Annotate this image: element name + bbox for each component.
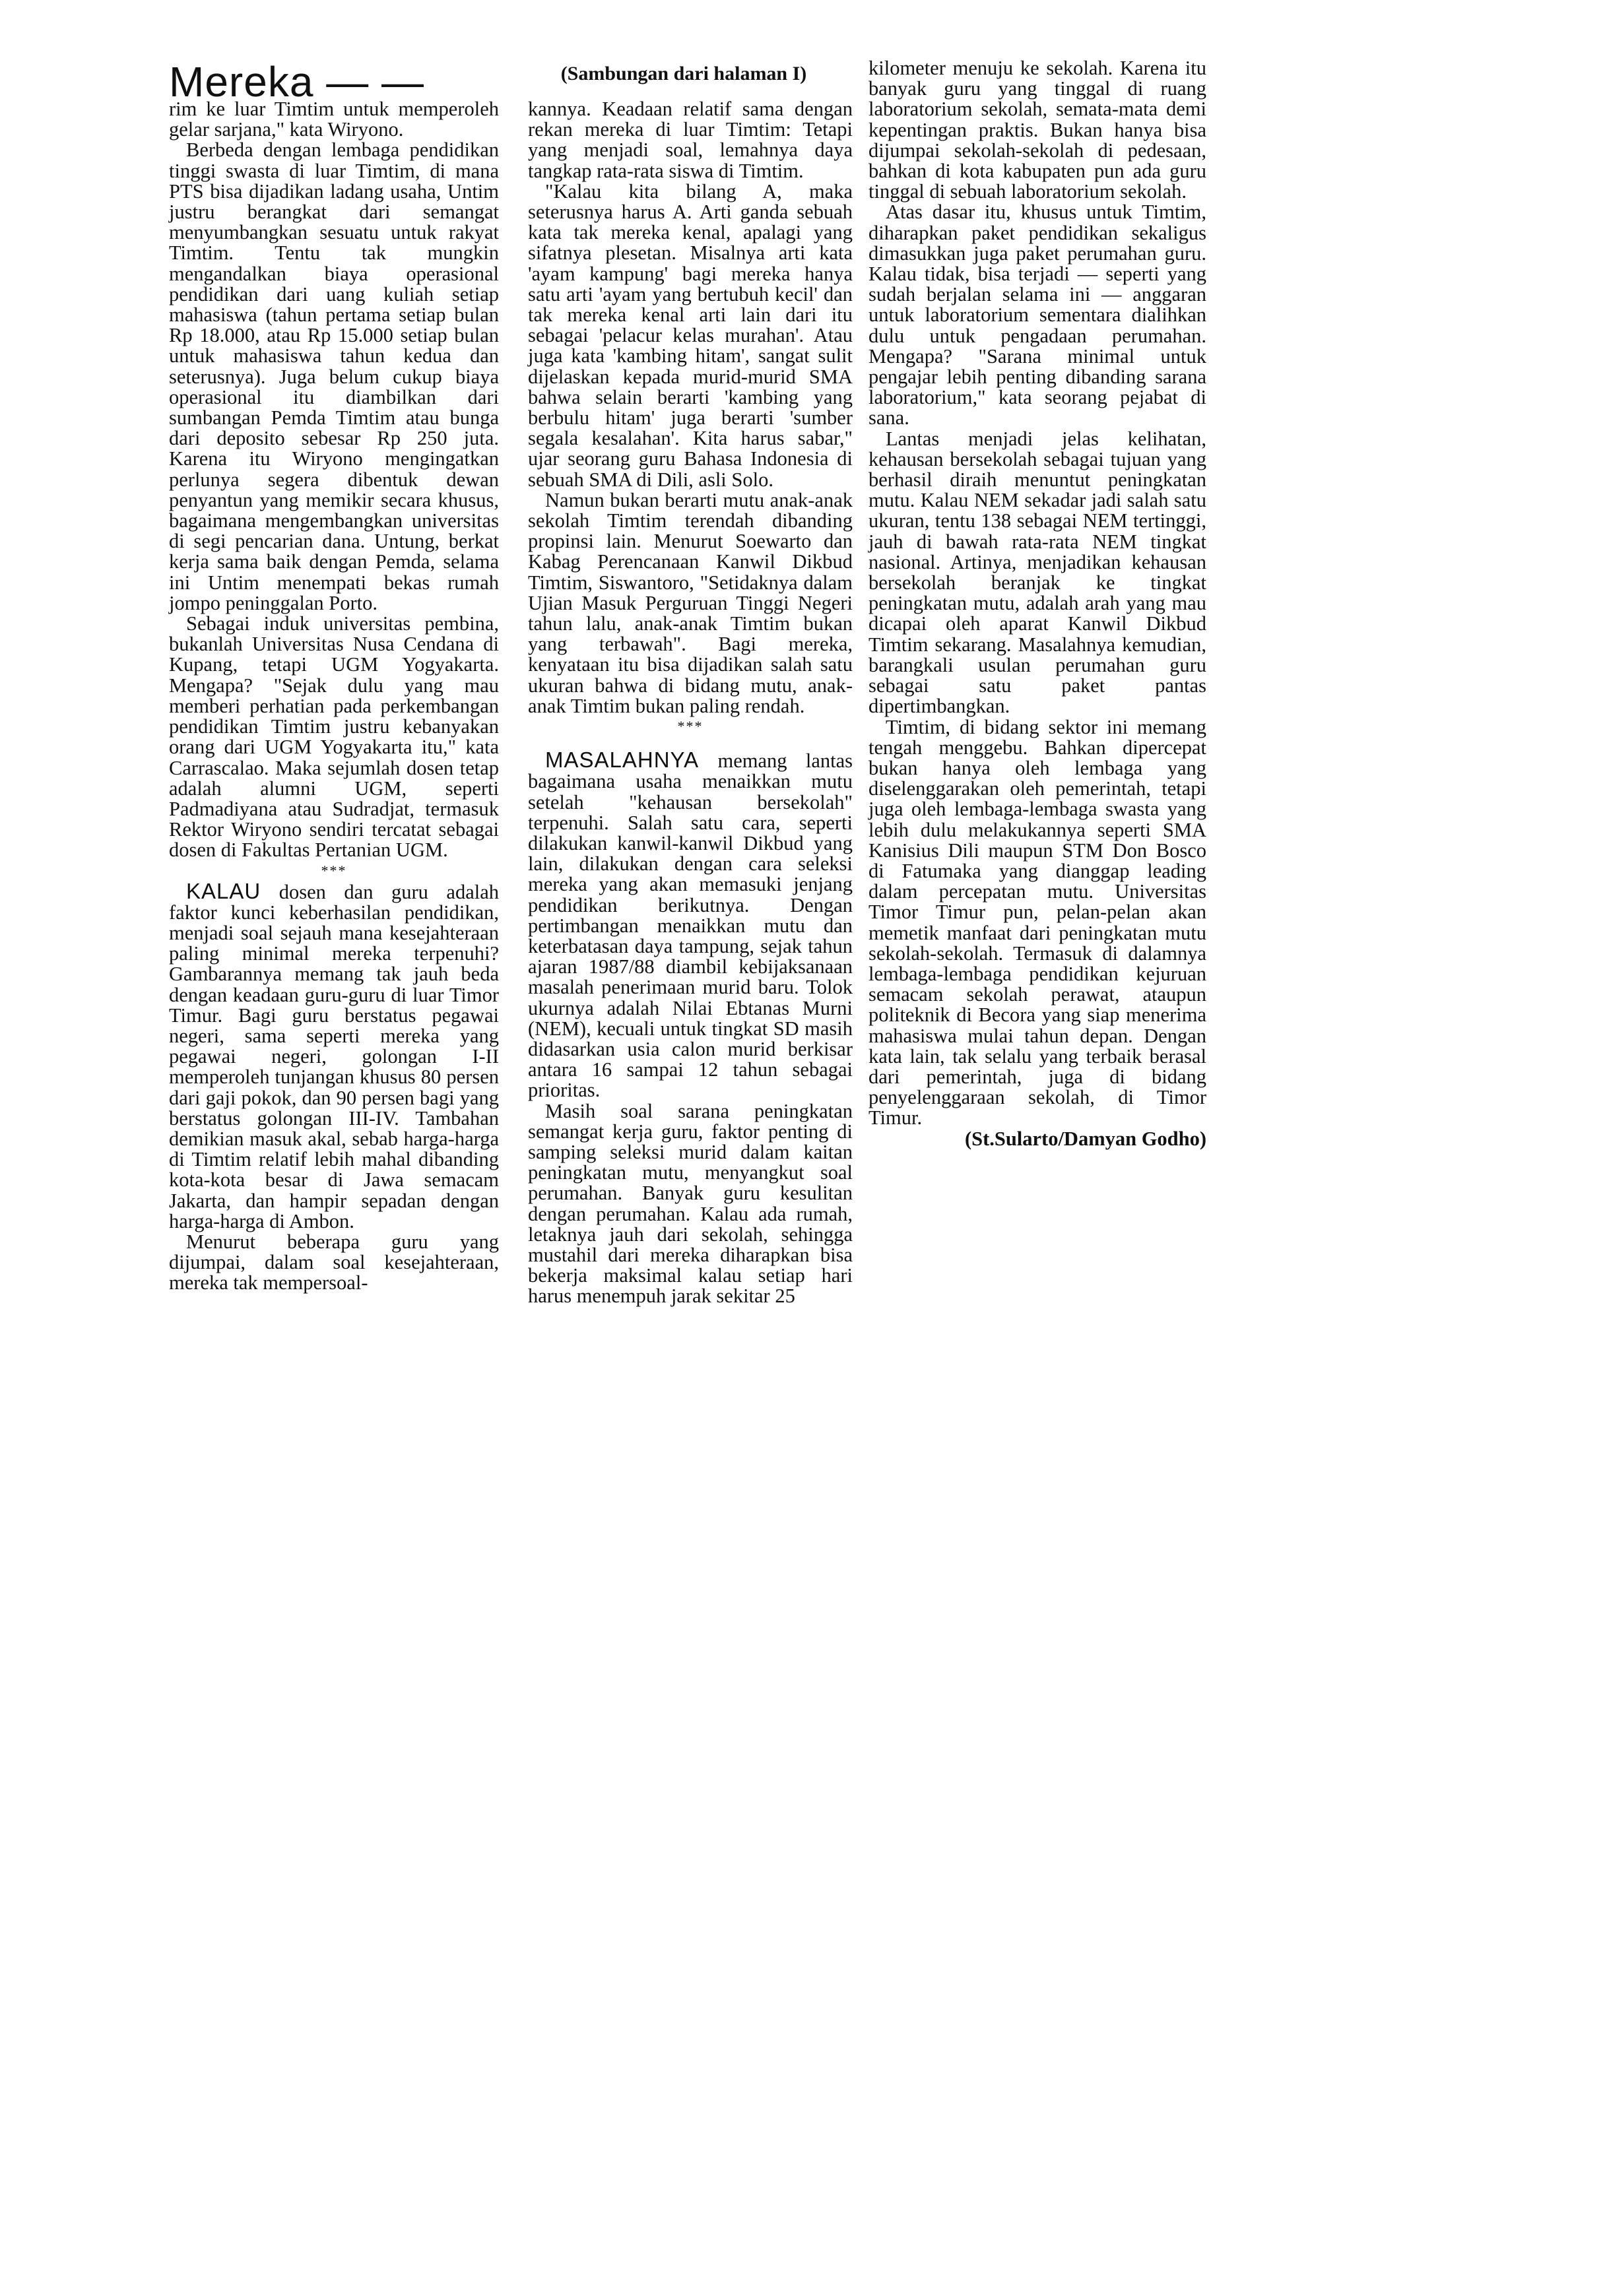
article-column-2 — [528, 99, 853, 1307]
paragraph-text: dosen dan guru adalah faktor kunci keberhasilan pendidikan, menjadi soal sejauh mana kesejahteraan paling minimal mereka terpenuhi? Gambarannya memang tak jauh beda dengan keadaan guru-guru di luar Timor Timur. Bagi guru berstatus pegawai negeri, sama seperti mereka yang pegawai negeri, golongan I-II memperoleh tunjangan khusus 80 persen dari gaji pokok, dan 90 persen bagi yang berstatus golongan III-IV. Tambahan demikian masuk akal, sebab harga-harga di Timtim relatif lebih mahal dibanding kota-kota besar di Jawa semacam Jakarta, dan hampir sepadan dengan harga-harga di Ambon. — [169, 880, 499, 1232]
article-column-3 — [868, 58, 1206, 1149]
lead-word: MASALAHNYA — [545, 748, 700, 773]
section-divider: *** — [321, 862, 347, 879]
paragraph: rim ke luar Timtim untuk memperoleh gelar sarjana," kata Wiryono. — [169, 98, 499, 141]
paragraph — [169, 878, 499, 1232]
paragraph: kannya. Keadaan relatif sama dengan rekan mereka di luar Timtim: Tetapi yang menjadi soal, lemahnya daya tangkap rata-rata siswa di Timtim. — [528, 98, 853, 182]
paragraph: Timtim, di bidang sektor ini memang tengah menggebu. Bahkan dipercepat bukan hanya oleh lembaga yang diselenggarakan oleh pemerintah, tetapi juga oleh lembaga-lembaga swasta yang lebih dulu melakukannya seperti SMA Kanisius Dili maupun STM Don Bosco di Fatumaka yang dianggap leading dalam percepatan mutu. Universitas Timor Timur pun, pelan-pelan akan memetik manfaat dari peningkatan mutu sekolah-sekolah. Termasuk di dalamnya lembaga-lembaga pendidikan kejuruan semacam sekolah perawat, ataupun politeknik di Becora yang siap menerima mahasiswa mulai tahun depan. Dengan kata lain, tak selalu yang terbaik berasal dari pemerintah, juga di bidang penyelenggaraan sekolah, di Timor Timur. — [868, 715, 1206, 1130]
paragraph: Lantas menjadi jelas kelihatan, kehausan bersekolah sebagai tujuan yang berhasil diraih menuntut peningkatan mutu. Kalau NEM sekadar jadi salah satu ukuran, tentu 138 sebagai NEM tertinggi, jauh di bawah rata-rata NEM tingkat nasional. Artinya, menjadikan kehausan bersekolah beranjak ke tingkat peningkatan mutu, adalah arah yang mau dicapai oleh aparat Kanwil Dikbud Timtim sekarang. Masalahnya kemudian, barangkali usulan perumahan guru sebagai satu paket pantas dipertimbangkan. — [868, 427, 1206, 718]
paragraph: Masih soal sarana peningkatan semangat kerja guru, faktor penting di samping seleksi murid dalam kaitan peningkatan mutu, menyangkut soal perumahan. Banyak guru kesulitan dengan perumahan. Kalau ada rumah, letaknya jauh dari sekolah, sehingga mustahil dari mereka diharapkan bisa bekerja maksimal kalau setiap hari harus menempuh jarak sekitar 25 — [528, 1099, 853, 1308]
paragraph: "Kalau kita bilang A, maka seterusnya harus A. Arti ganda sebuah kata tak mereka kenal, apalagi yang sifatnya plesetan. Misalnya arti kata 'ayam kampung' bagi mereka hanya satu arti 'ayam yang bertubuh kecil' dan tak mereka kenal arti lain dari itu sebagai 'pelacur kelas murahan'. Atau juga kata 'kambing hitam', sangat sulit dijelaskan kepada murid-murid SMA bahwa selain berarti 'kambing yang berbulu hitam' juga berarti 'sumber segala kesalahan'. Kita harus sabar," ujar seorang guru Bahasa Indonesia di sebuah SMA di Dili, asli Solo. — [528, 179, 853, 491]
paragraph: kilometer menuju ke sekolah. Karena itu banyak guru yang tinggal di ruang laboratorium sekolah, semata-mata demi kepentingan praktis. Bukan hanya bisa dijumpai sekolah-sekolah di pedesaan, bahkan di kota kabupaten pun ada guru tinggal di sebuah laboratorium sekolah. — [868, 57, 1206, 203]
byline: (St.Sularto/Damyan Godho) — [964, 1127, 1206, 1150]
lead-word: KALAU — [186, 878, 261, 903]
paragraph: Atas dasar itu, khusus untuk Timtim, diharapkan paket pendidikan sekaligus dimasukkan juga paket perumahan guru. Kalau tidak, bisa terjadi — seperti yang sudah berjalan selama ini — anggaran untuk laboratorium sementara dialihkan dulu untuk pengadaan perumahan. Mengapa? "Sarana minimal untuk pengajar lebih penting dibanding sarana laboratorium," kata seorang pejabat di sana. — [868, 201, 1206, 430]
paragraph-text: memang lantas bagaimana usaha menaikkan mutu setelah "kehausan bersekolah" terpenuhi. Salah satu cara, seperti dilakukan kanwil-kanwil Dikbud yang lain, dilakukan dengan cara seleksi mereka yang akan memasuki jenjang pendidikan berikutnya. Dengan pertimbangan menaikkan mutu dan keterbatasan daya tampung, sejak tahun ajaran 1987/88 diambil kebijaksanaan masalah penerimaan murid baru. Tolok ukurnya adalah Nilai Ebtanas Murni (NEM), kecuali untuk tingkat SD masih didasarkan usia calon murid berkisar antara 16 sampai 12 tahun sebagai prioritas. — [528, 749, 853, 1102]
paragraph: Namun bukan berarti mutu anak-anak sekolah Timtim terendah dibanding propinsi lain. Menurut Soewarto dan Kabag Perencanaan Kanwil Dikbud Timtim, Siswantoro, "Setidaknya dalam Ujian Masuk Perguruan Tinggi Negeri tahun lalu, anak-anak Timtim bukan yang terbawah". Bagi mereka, kenyataan itu bisa dijadikan salah satu ukuran bahwa di bidang mutu, anak-anak Timtim bukan paling rendah. — [528, 488, 853, 717]
continued-from-label: (Sambungan dari halaman I) — [560, 63, 807, 84]
paragraph — [528, 749, 853, 1100]
paragraph: Sebagai induk universitas pembina, bukanlah Universitas Nusa Cendana di Kupang, tetapi UGM Yogyakarta. Mengapa? "Sejak dulu yang mau memberi perhatian pada perkembangan pendidikan Timtim justru kebanyakan orang dari UGM Yogyakarta itu," kata Carrascalao. Maka sejumlah dosen tetap adalah alumni UGM, seperti Padmadiyana atau Sudradjat, termasuk Rektor Wiryono sendiri tercatat sebagai dosen di Fakultas Pertanian UGM. — [169, 612, 499, 862]
paragraph: Menurut beberapa guru yang dijumpai, dalam soal kesejahteraan, mereka tak mempersoal- — [169, 1230, 499, 1294]
article-column-1 — [169, 99, 499, 1294]
paragraph: Berbeda dengan lembaga pendidikan tinggi swasta di luar Timtim, di mana PTS bisa dijadikan ladang usaha, Untim justru berangkat dari semangat menyumbangkan sesuatu untuk rakyat Timtim. Tentu tak mungkin mengandalkan biaya operasional pendidikan dari uang kuliah setiap mahasiswa (tahun pertama setiap bulan Rp 18.000, atau Rp 15.000 setiap bulan untuk mahasiswa tahun kedua dan seterusnya). Juga belum cukup biaya operasional itu diambilkan dari sumbangan Pemda Timtim atau bunga dari deposito sebesar Rp 250 juta. Karena itu Wiryono mengingatkan perlunya segera dibentuk dewan penyantun yang memikir secara khusus, bagaimana mengembangkan universitas di segi pencarian dana. Untung, berkat kerja sama baik dengan Pemda, selama ini Untim menempati bekas rumah jompo peninggalan Porto. — [169, 139, 499, 614]
section-divider: *** — [677, 718, 704, 735]
headline: Mereka — — — [169, 58, 424, 106]
